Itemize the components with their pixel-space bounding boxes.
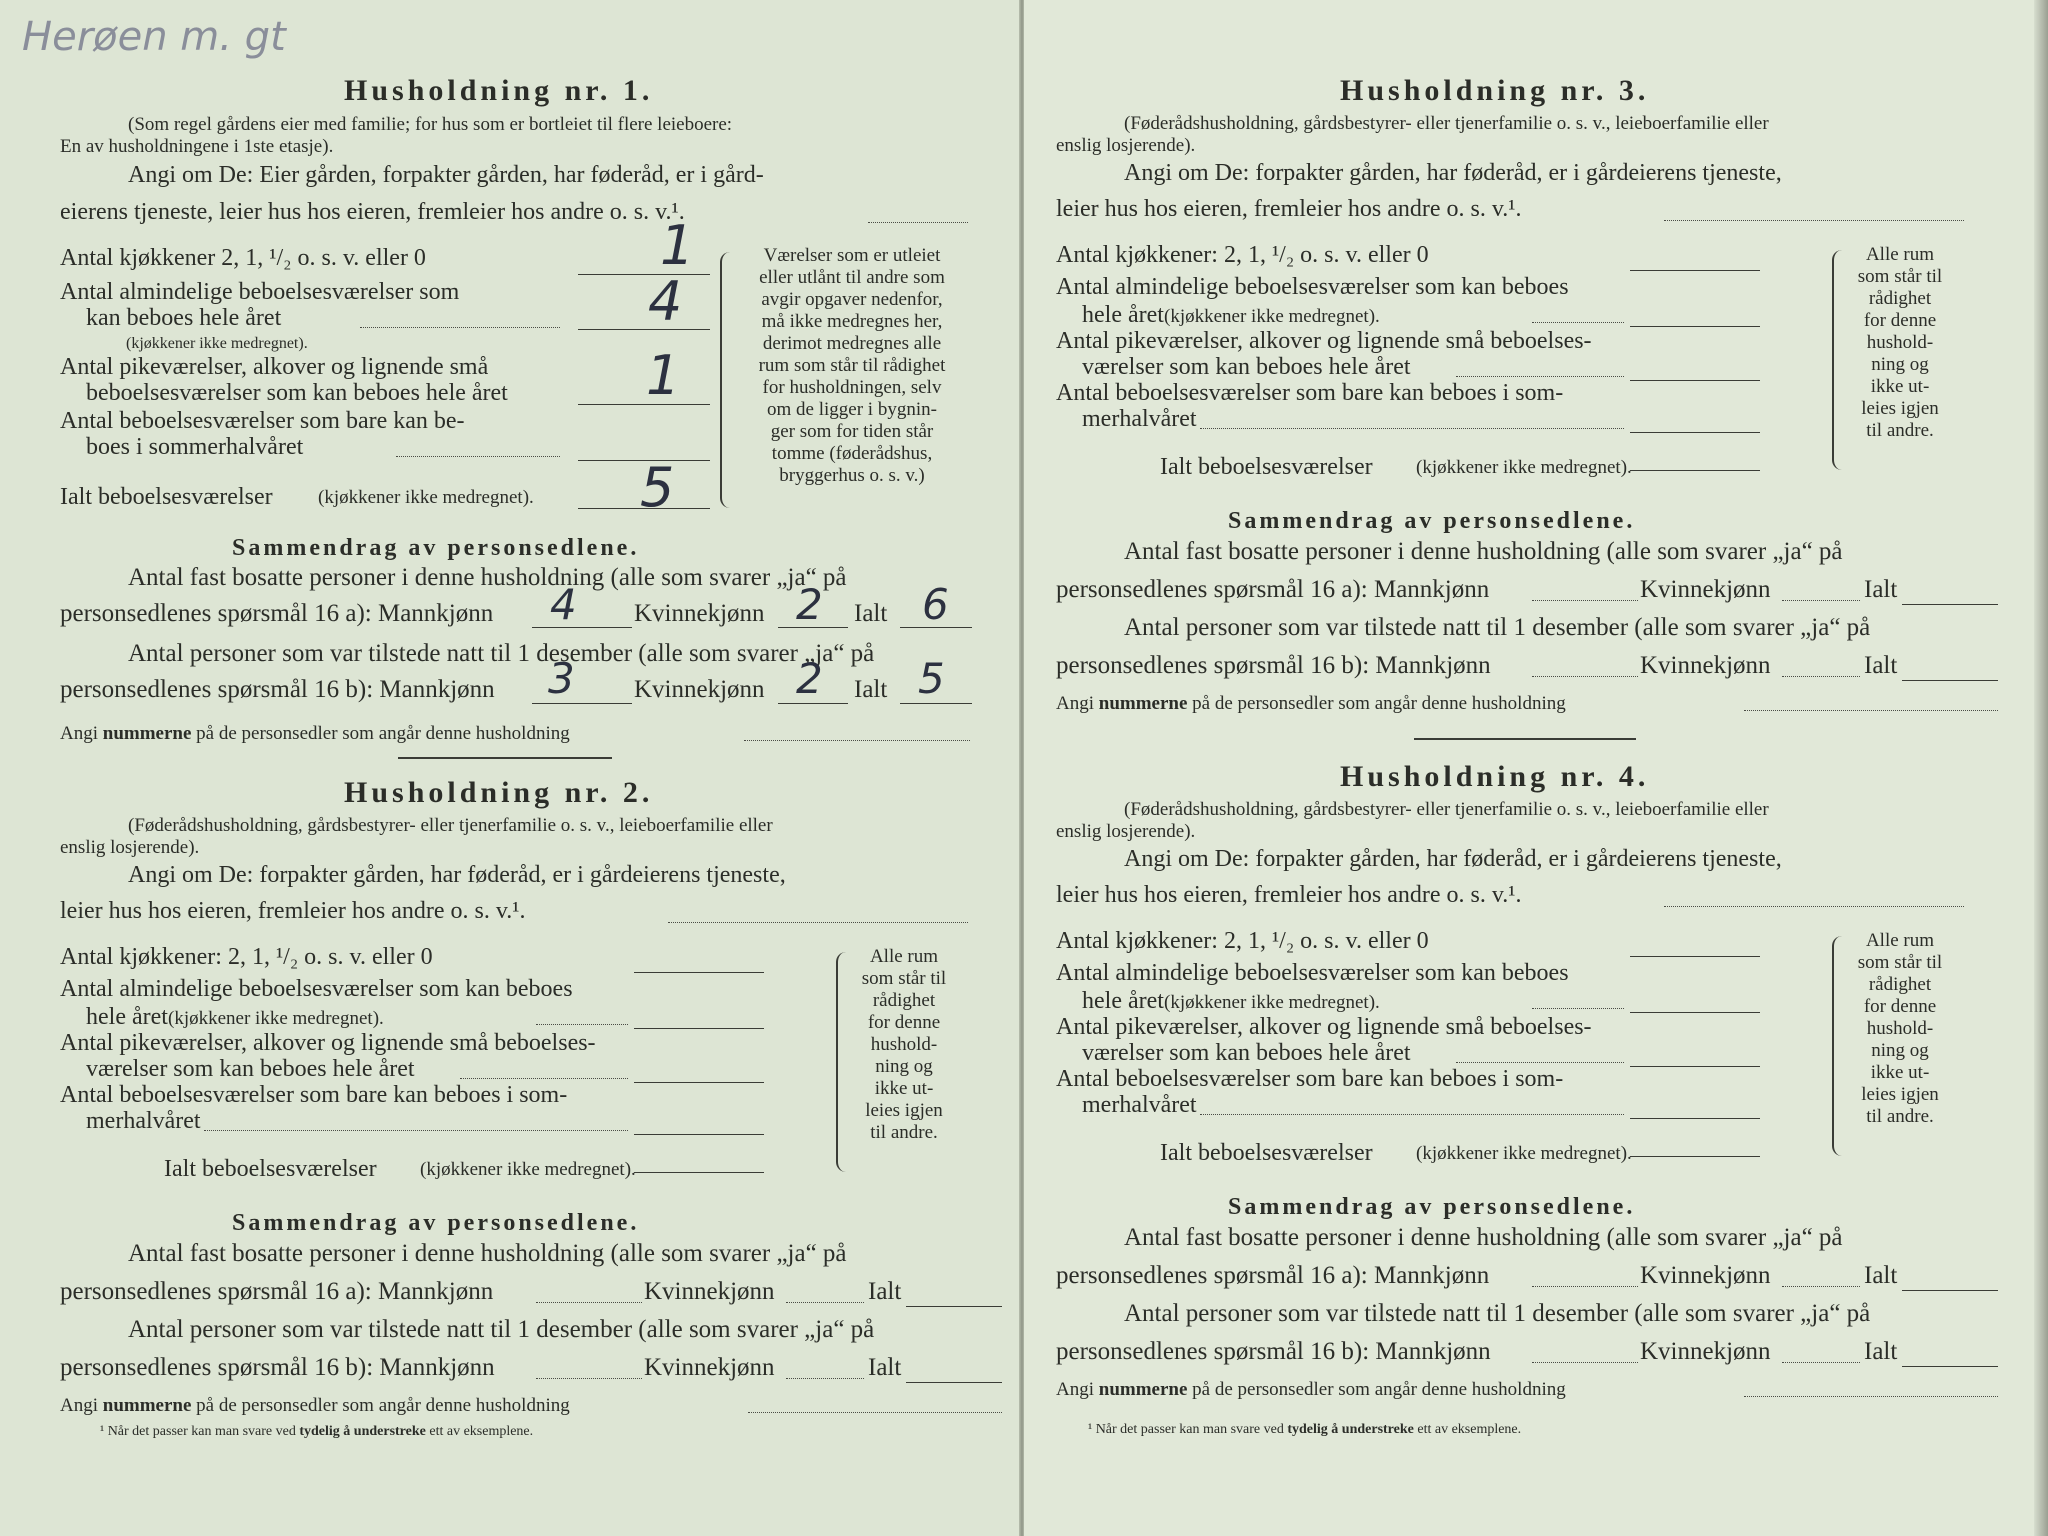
hh4-a-female-label: Kvinnekjønn xyxy=(1640,1262,1771,1289)
hh4-b-female-label: Kvinnekjønn xyxy=(1640,1338,1771,1365)
hh2-summary-title: Sammendrag av personsedlene. xyxy=(232,1210,640,1236)
hh4-side-note-line: ning og xyxy=(1871,1040,1929,1061)
hh1-a-total: 6 xyxy=(922,580,949,629)
hh4-b-ialt-label: Ialt xyxy=(1864,1338,1898,1365)
hh4-ask-2: leier hus hos eieren, fremleier hos andre o. s. v.¹. xyxy=(1056,882,1522,908)
hh1-b-female-label: Kvinnekjønn xyxy=(634,676,765,703)
hh4-intro-2: enslig losjerende). xyxy=(1056,821,1196,842)
hh3-maid-1: Antal pikeværelser, alkover og lignende små beboelses- xyxy=(1056,328,1592,354)
hh4-side-note-line: ikke ut- xyxy=(1870,1062,1930,1083)
hh1-numbers: Angi nummerne på de personsedler som angår denne husholdning xyxy=(60,723,570,744)
hh2-b-female-label: Kvinnekjønn xyxy=(644,1354,775,1381)
hh1-summer-2: boes i sommerhalvåret xyxy=(86,434,304,460)
hh2-ask-2: leier hus hos eieren, fremleier hos andre o. s. v.¹. xyxy=(60,898,526,924)
hh2-total-note: (kjøkkener ikke medregnet). xyxy=(420,1159,636,1180)
hh1-intro-1: (Som regel gårdens eier med familie; for hus som er bortleiet til flere leieboere: xyxy=(128,114,733,135)
hh2-intro-1: (Føderådshusholdning, gårdsbestyrer- eller tjenerfamilie o. s. v., leieboerfamilie eller xyxy=(128,815,773,836)
hh3-side-note-line: ning og xyxy=(1871,354,1929,375)
footnote-left: ¹ Når det passer kan man svare ved tydelig å understreke ett av eksemplene. xyxy=(100,1424,534,1439)
hh2-maid-2: værelser som kan beboes hele året xyxy=(86,1056,415,1082)
hh3-a-female-label: Kvinnekjønn xyxy=(1640,576,1771,603)
hh4-total-label: Ialt beboelsesværelser xyxy=(1160,1140,1373,1166)
hh2-maid-1: Antal pikeværelser, alkover og lignende små beboelses- xyxy=(60,1030,596,1056)
hh4-a-ialt-label: Ialt xyxy=(1864,1262,1898,1289)
hh3-ask-2: leier hus hos eieren, fremleier hos andre o. s. v.¹. xyxy=(1056,196,1522,222)
hh3-maid-2: værelser som kan beboes hele året xyxy=(1082,354,1411,380)
hh1-b-women: 2 xyxy=(796,654,823,703)
hh4-title: Husholdning nr. 4. xyxy=(1340,760,1650,793)
hh1-fast-2: personsedlenes spørsmål 16 a): Mannkjønn xyxy=(60,600,494,627)
hh2-present-1: Antal personer som var tilstede natt til 1 desember (alle som svarer „ja“ på xyxy=(128,1316,875,1343)
hh4-fast-1: Antal fast bosatte personer i denne husholdning (alle som svarer „ja“ på xyxy=(1124,1224,1843,1251)
hh2-ordinary-3: (kjøkkener ikke medregnet). xyxy=(168,1008,384,1029)
hh4-present-2: personsedlenes spørsmål 16 b): Mannkjønn xyxy=(1056,1338,1491,1365)
hh1-maid-value: 1 xyxy=(646,344,681,407)
hh4-intro-1: (Føderådshusholdning, gårdsbestyrer- eller tjenerfamilie o. s. v., leieboerfamilie eller xyxy=(1124,799,1769,820)
hh1-side-note-line: derimot medregnes alle xyxy=(762,333,942,354)
hh2-intro-2: enslig losjerende). xyxy=(60,837,200,858)
hh1-fast-1: Antal fast bosatte personer i denne husholdning (alle som svarer „ja“ på xyxy=(128,564,847,591)
hh3-present-1: Antal personer som var tilstede natt til 1 desember (alle som svarer „ja“ på xyxy=(1124,614,1871,641)
hh2-numbers: Angi nummerne på de personsedler som angår denne husholdning xyxy=(60,1395,570,1416)
hh1-b-ialt-label: Ialt xyxy=(854,676,888,703)
hh1-summary-title: Sammendrag av personsedlene. xyxy=(232,535,640,561)
hh1-side-note-line: bryggerhus o. s. v.) xyxy=(779,465,925,486)
hh3-side-note-line: leies igjen xyxy=(1861,398,1939,419)
hh2-side-note xyxy=(842,946,966,1144)
hh1-ordinary-1: Antal almindelige beboelsesværelser som xyxy=(60,279,460,305)
hh2-summer-2: merhalvåret xyxy=(86,1108,201,1134)
hh3-fast-1: Antal fast bosatte personer i denne husholdning (alle som svarer „ja“ på xyxy=(1124,538,1843,565)
hh4-side-note-line: for denne xyxy=(1863,996,1937,1017)
hh1-maid-1: Antal pikeværelser, alkover og lignende små xyxy=(60,354,489,380)
hh2-a-ialt-label: Ialt xyxy=(868,1278,902,1305)
hh3-present-2: personsedlenes spørsmål 16 b): Mannkjønn xyxy=(1056,652,1491,679)
hh2-side-note-line: til andre. xyxy=(870,1122,938,1143)
hh4-ordinary-2: hele året xyxy=(1082,988,1164,1014)
hh1-ask-2: eierens tjeneste, leier hus hos eieren, fremleier hos andre o. s. v.¹. xyxy=(60,199,685,225)
hh2-side-note-line: for denne xyxy=(867,1012,941,1033)
margin-note: Herøen m. gt xyxy=(22,14,286,60)
hh2-fast-1: Antal fast bosatte personer i denne husholdning (alle som svarer „ja“ på xyxy=(128,1240,847,1267)
hh4-side-note-line: som står til xyxy=(1857,952,1943,973)
hh3-intro-2: enslig losjerende). xyxy=(1056,135,1196,156)
hh3-summer-2: merhalvåret xyxy=(1082,406,1197,432)
hh3-kitchen-label: Antal kjøkkener: 2, 1, ¹/₂ o. s. v. eller 0 xyxy=(1056,242,1429,268)
hh1-total-label: Ialt beboelsesværelser xyxy=(60,484,273,510)
hh3-summer-1: Antal beboelsesværelser som bare kan beboes i som- xyxy=(1056,380,1564,406)
hh3-ordinary-2: hele året xyxy=(1082,302,1164,328)
hh4-ordinary-1: Antal almindelige beboelsesværelser som kan beboes xyxy=(1056,960,1569,986)
hh4-summary-title: Sammendrag av personsedlene. xyxy=(1228,1194,1636,1220)
hh4-summer-1: Antal beboelsesværelser som bare kan beboes i som- xyxy=(1056,1066,1564,1092)
hh1-side-note-line: rum som står til rådighet xyxy=(758,355,946,376)
hh3-b-female-label: Kvinnekjønn xyxy=(1640,652,1771,679)
hh4-side-note-line: rådighet xyxy=(1868,974,1932,995)
hh4-side-note-line: Alle rum xyxy=(1865,930,1935,951)
hh4-total-note: (kjøkkener ikke medregnet). xyxy=(1416,1143,1632,1164)
hh4-maid-2: værelser som kan beboes hele året xyxy=(1082,1040,1411,1066)
hh2-ordinary-1: Antal almindelige beboelsesværelser som kan beboes xyxy=(60,976,573,1002)
hh1-maid-2: beboelsesværelser som kan beboes hele året xyxy=(86,380,508,406)
hh4-side-note xyxy=(1838,930,1962,1128)
hh4-ordinary-3: (kjøkkener ikke medregnet). xyxy=(1164,992,1380,1013)
hh1-side-note-line: for husholdningen, selv xyxy=(762,377,942,398)
hh4-maid-1: Antal pikeværelser, alkover og lignende små beboelses- xyxy=(1056,1014,1592,1040)
hh2-a-female-label: Kvinnekjønn xyxy=(644,1278,775,1305)
hh2-side-note-line: ning og xyxy=(875,1056,933,1077)
hh1-present-1: Antal personer som var tilstede natt til 1 desember (alle som svarer „ja“ på xyxy=(128,640,875,667)
hh1-side-note-line: ger som for tiden står xyxy=(770,421,934,442)
hh3-side-note-line: for denne xyxy=(1863,310,1937,331)
hh3-side-note-line: hushold- xyxy=(1866,332,1934,353)
hh3-side-note-line: som står til xyxy=(1857,266,1943,287)
hh1-kitchen-label: Antal kjøkkener 2, 1, ¹/₂ o. s. v. eller 0 xyxy=(60,245,426,271)
hh3-fast-2: personsedlenes spørsmål 16 a): Mannkjønn xyxy=(1056,576,1490,603)
hh2-total-label: Ialt beboelsesværelser xyxy=(164,1156,377,1182)
hh4-fast-2: personsedlenes spørsmål 16 a): Mannkjønn xyxy=(1056,1262,1490,1289)
hh1-a-ialt-label: Ialt xyxy=(854,600,888,627)
hh3-summary-title: Sammendrag av personsedlene. xyxy=(1228,508,1636,534)
hh3-side-note-line: til andre. xyxy=(1866,420,1934,441)
hh2-kitchen-label: Antal kjøkkener: 2, 1, ¹/₂ o. s. v. eller 0 xyxy=(60,944,433,970)
hh3-title: Husholdning nr. 3. xyxy=(1340,74,1650,107)
hh3-side-note xyxy=(1838,244,1962,442)
hh1-b-men: 3 xyxy=(548,654,575,703)
left-page xyxy=(0,0,1020,1536)
hh3-ordinary-1: Antal almindelige beboelsesværelser som kan beboes xyxy=(1056,274,1569,300)
hh2-ask-1: Angi om De: forpakter gården, har føderåd, er i gårdeierens tjeneste, xyxy=(128,862,786,888)
hh3-side-note-line: ikke ut- xyxy=(1870,376,1930,397)
hh2-side-note-line: som står til xyxy=(861,968,947,989)
hh1-side-note-line: om de ligger i bygnin- xyxy=(767,399,937,420)
hh1-summer-1: Antal beboelsesværelser som bare kan be- xyxy=(60,408,465,434)
hh1-side-note-line: tomme (føderådshus, xyxy=(771,443,933,464)
hh3-side-note-line: Alle rum xyxy=(1865,244,1935,265)
hh3-a-ialt-label: Ialt xyxy=(1864,576,1898,603)
hh2-summer-1: Antal beboelsesværelser som bare kan beboes i som- xyxy=(60,1082,568,1108)
hh1-ordinary-2: kan beboes hele året xyxy=(86,305,282,331)
hh3-ordinary-3: (kjøkkener ikke medregnet). xyxy=(1164,306,1380,327)
hh4-summer-2: merhalvåret xyxy=(1082,1092,1197,1118)
hh1-present-2: personsedlenes spørsmål 16 b): Mannkjønn xyxy=(60,676,495,703)
hh1-a-women: 2 xyxy=(796,580,823,629)
hh4-side-note-line: leies igjen xyxy=(1861,1084,1939,1105)
hh2-side-note-line: ikke ut- xyxy=(874,1078,934,1099)
hh3-side-note-line: rådighet xyxy=(1868,288,1932,309)
hh4-numbers: Angi nummerne på de personsedler som angår denne husholdning xyxy=(1056,1379,1566,1400)
hh4-ask-1: Angi om De: forpakter gården, har føderåd, er i gårdeierens tjeneste, xyxy=(1124,846,1782,872)
hh2-fast-2: personsedlenes spørsmål 16 a): Mannkjønn xyxy=(60,1278,494,1305)
hh1-side-note-line: må ikke medregnes her, xyxy=(761,311,943,332)
hh1-ask-1: Angi om De: Eier gården, forpakter gården, har føderåd, er i gård- xyxy=(128,162,764,188)
hh4-kitchen-label: Antal kjøkkener: 2, 1, ¹/₂ o. s. v. eller 0 xyxy=(1056,928,1429,954)
hh1-side-note-line: eller utlånt til andre som xyxy=(759,267,945,288)
hh4-side-note-line: hushold- xyxy=(1866,1018,1934,1039)
hh2-side-note-line: leies igjen xyxy=(865,1100,943,1121)
hh3-total-note: (kjøkkener ikke medregnet). xyxy=(1416,457,1632,478)
hh1-total-value: 5 xyxy=(640,456,675,519)
hh1-total-note: (kjøkkener ikke medregnet). xyxy=(318,487,534,508)
hh2-side-note-line: rådighet xyxy=(872,990,936,1011)
hh2-side-note-line: hushold- xyxy=(870,1034,938,1055)
hh3-numbers: Angi nummerne på de personsedler som angår denne husholdning xyxy=(1056,693,1566,714)
hh3-ask-1: Angi om De: forpakter gården, har føderåd, er i gårdeierens tjeneste, xyxy=(1124,160,1782,186)
hh2-side-note-line: Alle rum xyxy=(869,946,939,967)
hh1-b-total: 5 xyxy=(918,654,945,703)
hh3-b-ialt-label: Ialt xyxy=(1864,652,1898,679)
hh3-total-label: Ialt beboelsesværelser xyxy=(1160,454,1373,480)
hh2-present-2: personsedlenes spørsmål 16 b): Mannkjønn xyxy=(60,1354,495,1381)
hh3-intro-1: (Føderådshusholdning, gårdsbestyrer- eller tjenerfamilie o. s. v., leieboerfamilie eller xyxy=(1124,113,1769,134)
hh1-kitchen-value: 1 xyxy=(660,214,695,277)
right-page xyxy=(1024,0,2048,1536)
hh1-side-note-line: Værelser som er utleiet xyxy=(763,245,941,266)
hh1-intro-2: En av husholdningene i 1ste etasje). xyxy=(60,136,334,157)
footnote-right: ¹ Når det passer kan man svare ved tydelig å understreke ett av eksemplene. xyxy=(1088,1422,1522,1437)
hh1-ordinary-3: (kjøkkener ikke medregnet). xyxy=(126,335,308,352)
hh1-side-note-line: avgir opgaver nedenfor, xyxy=(761,289,943,310)
hh2-b-ialt-label: Ialt xyxy=(868,1354,902,1381)
hh2-ordinary-2: hele året xyxy=(86,1004,168,1030)
hh2-title: Husholdning nr. 2. xyxy=(344,776,654,809)
hh4-side-note-line: til andre. xyxy=(1866,1106,1934,1127)
hh1-ordinary-value: 4 xyxy=(648,270,683,333)
hh1-title: Husholdning nr. 1. xyxy=(344,74,654,107)
hh1-side-note xyxy=(732,245,972,487)
hh4-present-1: Antal personer som var tilstede natt til 1 desember (alle som svarer „ja“ på xyxy=(1124,1300,1871,1327)
hh1-a-female-label: Kvinnekjønn xyxy=(634,600,765,627)
hh1-a-men: 4 xyxy=(550,580,577,629)
